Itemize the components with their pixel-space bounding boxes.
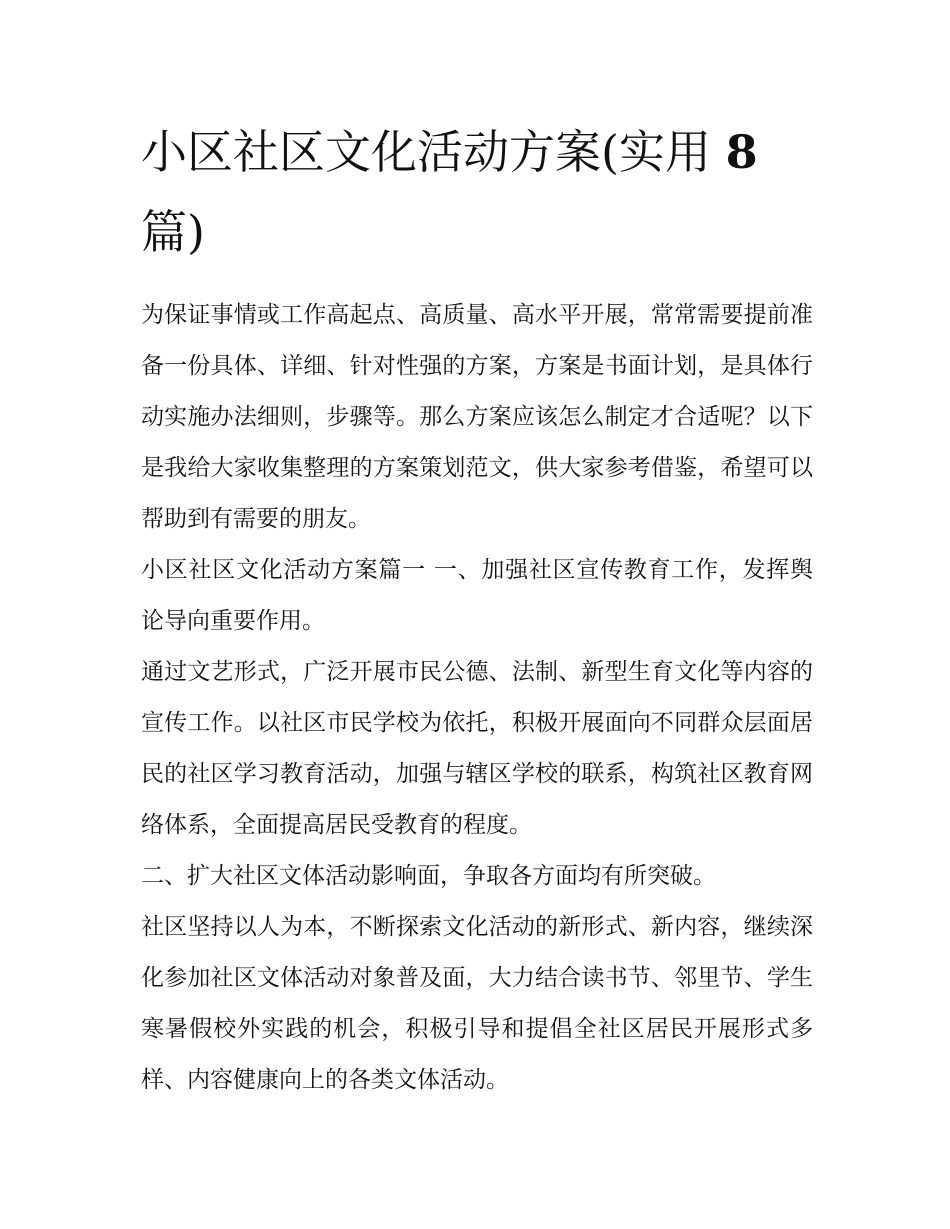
title-main-text: 小区社区文化活动方案(实用 bbox=[141, 125, 711, 179]
document-title bbox=[141, 112, 813, 272]
paragraph-section-2-body: 社区坚持以人为本，不断探索文化活动的新形式、新内容，继续深化参加社区文体活动对象普及面，大力结合读书节、邻里节、学生寒暑假校外实践的机会，积极引导和提倡全社区居民开展形式多样、内容健康向上的各类文体活动。 bbox=[141, 914, 813, 1093]
paragraph-intro: 为保证事情或工作高起点、高质量、高水平开展，常常需要提前准备一份具体、详细、针对性强的方案，方案是书面计划，是具体行动实施办法细则，步骤等。那么方案应该怎么制定才合适呢？以下是我给大家收集整理的方案策划范文，供大家参考借鉴，希望可以帮助到有需要的朋友。 bbox=[141, 302, 813, 532]
document-content bbox=[141, 112, 813, 1106]
paragraph-section-2-heading: 二、扩大社区文体活动影响面，争取各方面均有所突破。 bbox=[141, 863, 716, 889]
paragraph-section-1-heading: 小区社区文化活动方案篇一 一、加强社区宣传教育工作，发挥舆论导向重要作用。 bbox=[141, 557, 813, 634]
title-number: 8 bbox=[725, 125, 758, 179]
title-end-text: 篇) bbox=[141, 205, 205, 259]
paragraph-section-1-body: 通过文艺形式，广泛开展市民公德、法制、新型生育文化等内容的宣传工作。以社区市民学校为依托，积极开展面向不同群众层面居民的社区学习教育活动，加强与辖区学校的联系，构筑社区教育网络体系，全面提高居民受教育的程度。 bbox=[141, 659, 813, 838]
